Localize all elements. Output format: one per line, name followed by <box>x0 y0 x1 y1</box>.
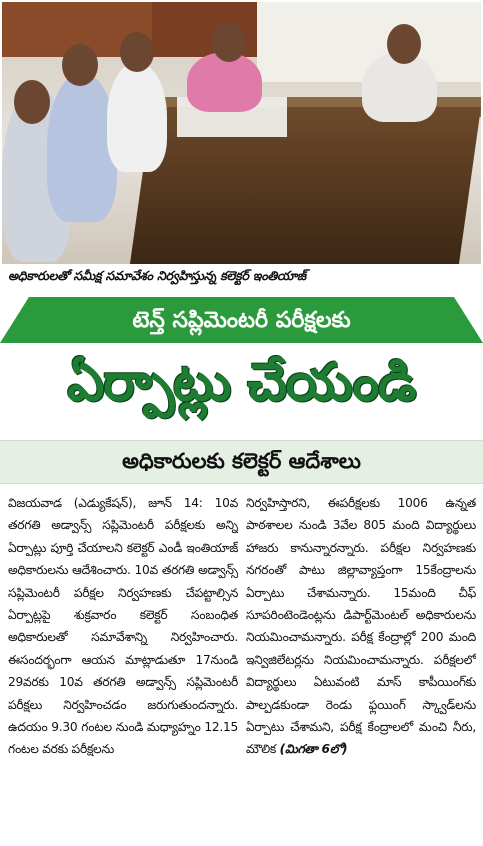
photo-head <box>212 22 246 62</box>
photo-cabinet <box>152 2 262 57</box>
continued-note: (మిగతా 6లో) <box>279 742 348 757</box>
article-column-2 <box>246 492 476 842</box>
article-body <box>8 492 476 842</box>
deck: అధికారులకు కలెక్టర్ ఆదేశాలు <box>122 449 361 473</box>
article-text: నిర్వహిస్తారని, ఈపరీక్షలకు 1006 ఉన్నత పాఠశాలల నుండి 3వేల 805 మంది విద్యార్థులు హాజరు కానున్నారన్నారు. పరీక్షల నిర్వహణకు నగరంతో పాటు జిల్లావ్యాప్తంగా 15కేంద్రాలను ఏర్పాటు చేశామన్నారు. 15మంది చీఫ్ సూపరింటెండెంట్లను డిపార్ట్‌మెంటల్ అధికారులను నియమించామన్నారు. పరీక్ష కేంద్రాల్లో 200 మంది ఇన్విజిలేటర్లను నియమించామన్నారు. పరీక్షలలో విద్యార్థులు ఏటువంటి మాస్ కాపీయింగ్‌కు పాల్పడకుండా రెండు ఫ్లయింగ్ స్క్వాడ్‌లను ఏర్పాటు చేశామని, పరీక్ష కేంద్రాలలో మంచి నీరు, మౌలిక <box>246 496 476 757</box>
photo-head <box>14 80 50 124</box>
photo-head <box>120 32 154 72</box>
photo-head <box>62 44 98 86</box>
article-text: విజయవాడ (ఎడ్యుకేషన్), జూన్ 14: 10వ తరగతి అడ్వాన్స్ సప్లిమెంటరీ పరీక్షలకు అన్ని ఏర్పాట్లు పూర్తి చేయాలని కలెక్టర్ ఎండీ ఇంతియాజ్ అధికారులను ఆదేశించారు. 10వ తరగతి అడ్వాన్స్ సప్లిమెంటరీ పరీక్షల నిర్వహణకు చేపట్టాల్సిన ఏర్పాట్లపై శుక్రవారం కలెక్టర్ సంబంధిత అధికారులతో సమావేశాన్ని నిర్వహించారు. ఈసందర్భంగా ఆయన మాట్లాడుతూ 17నుండి 29వరకు 10వ తరగతి అడ్వాన్స్ సప్లిమెంటరీ పరీక్షలు నిర్వహించడం జరుగుతుందన్నారు. ఉదయం 9.30 గంటల నుండి మధ్యాహ్నం 12.15 గంటల వరకు పరీక్షలను <box>8 496 238 757</box>
subheadline: టెన్త్ సప్లిమెంటరీ పరీక్షలకు <box>132 308 351 333</box>
photo-caption: అధికారులతో సమీక్ష సమావేశం నిర్వహిస్తున్న కలెక్టర్ ఇంతియాజ్ <box>8 268 306 283</box>
photo-person <box>47 72 117 222</box>
article-column-1 <box>8 492 238 842</box>
photo-head <box>387 24 421 64</box>
news-photo <box>2 2 481 264</box>
photo-person <box>107 62 167 172</box>
headline: ఏర్పాట్లు చేయండి <box>67 353 416 413</box>
